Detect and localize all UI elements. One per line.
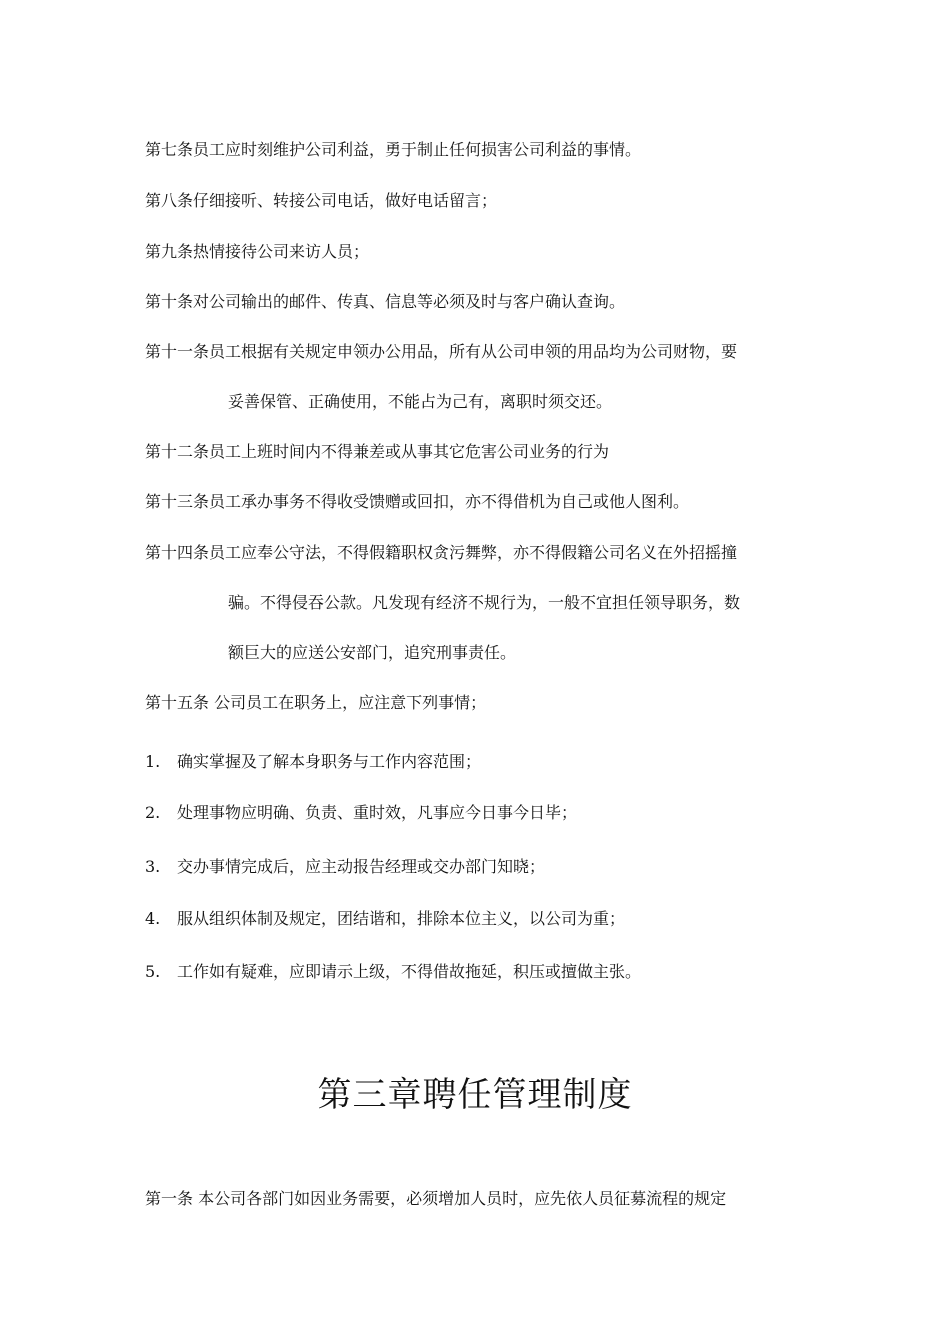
article-11-continued: 妥善保管、正确使用，不能占为己有，离职时须交还。 bbox=[228, 392, 613, 411]
list-item-text: 交办事情完成后，应主动报告经理或交办部门知晓； bbox=[177, 857, 546, 876]
list-item-number: 3. bbox=[145, 857, 161, 876]
list-item-text: 服从组织体制及规定，团结谐和，排除本位主义，以公司为重； bbox=[177, 909, 626, 928]
list-item bbox=[145, 909, 625, 929]
article-10: 第十条对公司输出的邮件、传真、信息等必须及时与客户确认查询。 bbox=[145, 292, 626, 311]
article-8: 第八条仔细接听、转接公司电话，做好电话留言； bbox=[145, 191, 498, 210]
article-13: 第十三条员工承办事务不得收受馈赠或回扣，亦不得借机为自己或他人图利。 bbox=[145, 492, 690, 511]
list-item-number: 1. bbox=[145, 752, 161, 771]
list-item-text: 工作如有疑难，应即请示上级，不得借故拖延，积压或擅做主张。 bbox=[177, 962, 642, 981]
list-item-number: 4. bbox=[145, 909, 161, 928]
article-14-continued: 骗。不得侵吞公款。凡发现有经济不规行为，一般不宜担任领导职务，数 bbox=[228, 593, 741, 612]
article-11: 第十一条员工根据有关规定申领办公用品，所有从公司申领的用品均为公司财物，要 bbox=[145, 342, 738, 361]
list-item bbox=[145, 803, 577, 823]
article-14-continued-2: 额巨大的应送公安部门，追究刑事责任。 bbox=[228, 643, 517, 662]
list-item bbox=[145, 857, 545, 877]
list-item-text: 确实掌握及了解本身职务与工作内容范围； bbox=[177, 752, 482, 771]
article-12: 第十二条员工上班时间内不得兼差或从事其它危害公司业务的行为 bbox=[145, 442, 610, 461]
chapter-article-1: 第一条 本公司各部门如因业务需要，必须增加人员时，应先依人员征募流程的规定 bbox=[145, 1189, 727, 1208]
article-14: 第十四条员工应奉公守法，不得假籍职权贪污舞弊，亦不得假籍公司名义在外招摇撞 bbox=[145, 543, 738, 562]
list-item-number: 5. bbox=[145, 962, 161, 981]
list-item-number: 2. bbox=[145, 803, 161, 822]
chapter-title: 第三章聘任管理制度 bbox=[317, 1075, 633, 1115]
list-item-text: 处理事物应明确、负责、重时效，凡事应今日事今日毕； bbox=[177, 803, 578, 822]
list-item bbox=[145, 752, 481, 772]
article-7: 第七条员工应时刻维护公司利益，勇于制止任何损害公司利益的事情。 bbox=[145, 140, 642, 159]
article-15: 第十五条 公司员工在职务上，应注意下列事情； bbox=[145, 693, 487, 712]
article-9: 第九条热情接待公司来访人员； bbox=[145, 242, 370, 261]
list-item bbox=[145, 962, 641, 982]
